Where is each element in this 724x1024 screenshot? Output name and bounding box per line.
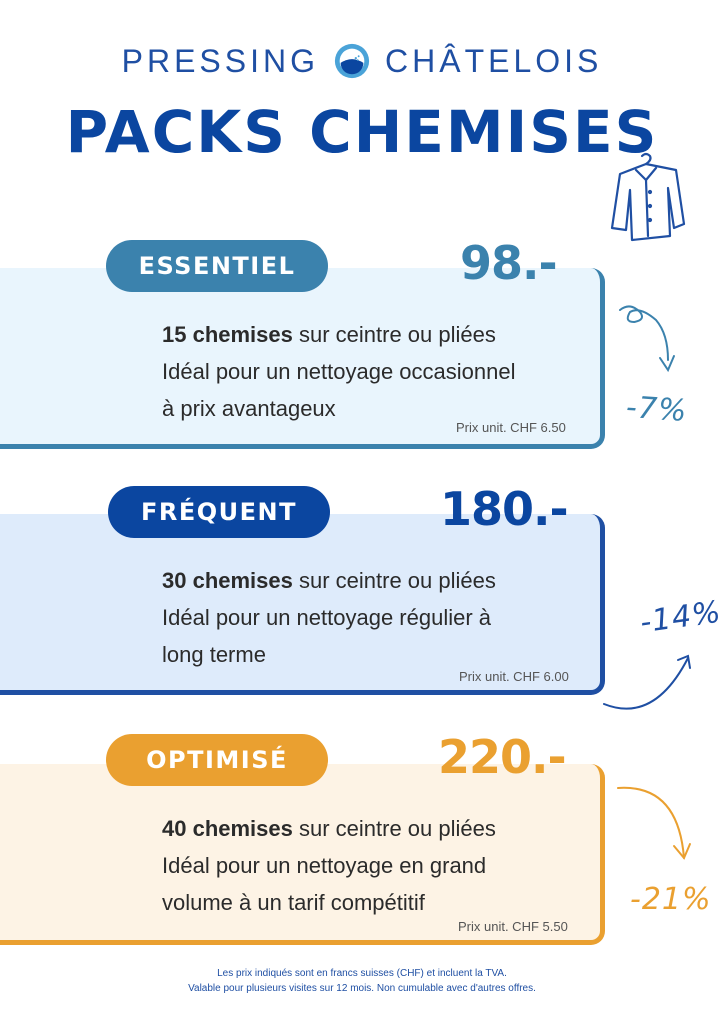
footer-line: Les prix indiqués sont en francs suisses (CHF) et incluent la TVA. — [217, 968, 507, 979]
pack-name-badge: FRÉQUENT — [108, 486, 330, 538]
pack-description-line: Idéal pour un nettoyage occasionnel — [162, 359, 516, 384]
pack-description-line: à prix avantageux — [162, 396, 336, 421]
pack-description-text: sur ceintre ou pliées — [292, 816, 496, 841]
unit-price: Prix unit. CHF 6.50 — [456, 420, 566, 435]
pack-name-badge: ESSENTIEL — [106, 240, 328, 292]
discount-label: -7% — [624, 389, 689, 430]
pack-description — [162, 810, 592, 921]
washing-drum-icon — [333, 42, 371, 80]
pack-description — [162, 562, 592, 673]
unit-price: Prix unit. CHF 5.50 — [458, 919, 568, 934]
footer-line: Valable pour plusieurs visites sur 12 mois. Non cumulable avec d'autres offres. — [188, 983, 536, 994]
brand-name-left: PRESSING — [121, 42, 319, 79]
pack-description-text: sur ceintre ou pliées — [292, 568, 496, 593]
page-title: PACKS CHEMISES — [65, 98, 659, 166]
footer-note — [0, 966, 724, 996]
pack-description-text: sur ceintre ou pliées — [292, 322, 496, 347]
pack-description-line: volume à un tarif compétitif — [162, 890, 425, 915]
pack-description-line: Idéal pour un nettoyage en grand — [162, 853, 487, 878]
pack-description-line — [162, 810, 592, 847]
discount-label: -14% — [637, 594, 724, 641]
curved-arrow-icon — [612, 300, 682, 380]
pack-description — [162, 316, 592, 427]
pack-quantity: 40 chemises — [162, 816, 293, 841]
pack-description-line: long terme — [162, 642, 266, 667]
pack-quantity: 15 chemises — [162, 322, 293, 347]
unit-price: Prix unit. CHF 6.00 — [459, 669, 569, 684]
pack-price: 220.- — [438, 730, 566, 784]
brand-name-right: CHÂTELOIS — [385, 42, 603, 79]
pack-name-badge: OPTIMISÉ — [106, 734, 328, 786]
discount-label: -21% — [630, 882, 712, 917]
pack-price: 180.- — [440, 482, 568, 536]
pack-description-line — [162, 316, 592, 353]
pack-description-line: Idéal pour un nettoyage régulier à — [162, 605, 492, 630]
pack-description-line — [162, 562, 592, 599]
shirt-on-hanger-icon — [606, 150, 686, 246]
pack-price: 98.- — [460, 236, 557, 290]
curved-arrow-icon — [614, 782, 694, 864]
curved-arrow-icon — [600, 650, 700, 716]
brand-header — [0, 42, 724, 80]
pack-quantity: 30 chemises — [162, 568, 293, 593]
